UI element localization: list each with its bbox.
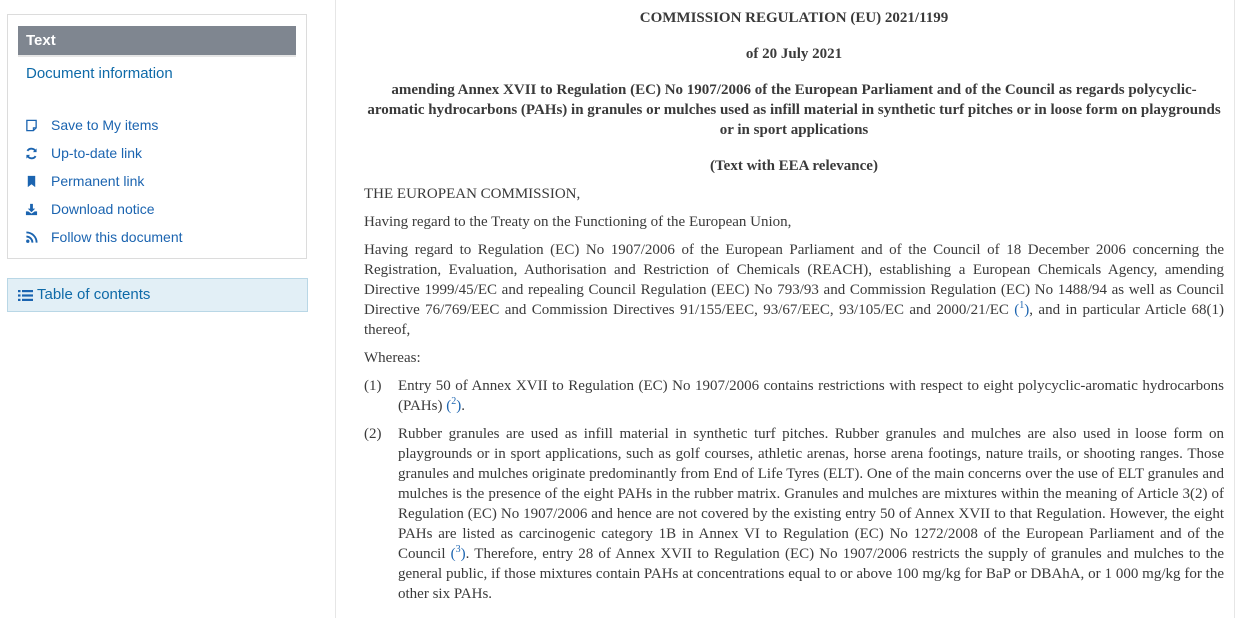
up-to-date-link-label: Up-to-date link (51, 145, 143, 161)
whereas: Whereas: (364, 350, 421, 366)
bookmark-outline-icon (24, 118, 38, 132)
footnote-link[interactable]: ($^2$) (446, 396, 462, 414)
document-actions (24, 111, 183, 251)
table-of-contents-label: Table of contents (37, 286, 151, 303)
commission-line: THE EUROPEAN COMMISSION, (364, 186, 581, 202)
table-of-contents-button[interactable] (7, 278, 308, 312)
regard-treaty: Having regard to the Treaty on the Functioning of the European Union, (364, 214, 792, 230)
download-icon (24, 202, 38, 216)
rss-icon (24, 230, 38, 244)
permanent-link-label: Permanent link (51, 173, 145, 189)
recital-text-end: . (461, 398, 465, 414)
recital-text-body: Entry 50 of Annex XVII to Regulation (EC) No 1907/2006 contains restrictions with respect to eight polycyclic-aromatic hydrocarbons (PAHs) (398, 378, 1224, 414)
footnote-number: 2 (451, 396, 457, 407)
tab-text[interactable]: Text (18, 26, 296, 55)
regard-reach-text-end: , and in particular Article 68(1) thereof, (364, 302, 1224, 338)
recital (364, 376, 1224, 416)
regulation-subject: amending Annex XVII to Regulation (EC) No 1907/2006 of the European Parliament and of the Council as regards polycyclic-aromatic hydrocarbons (PAHs) in granules or mulches used as infill material in synthetic turf pitches or in loose form on playgrounds or in sport applications (367, 82, 1221, 138)
follow-document-link[interactable] (24, 223, 183, 251)
document-text (364, 8, 1224, 604)
recital-text (398, 376, 1224, 416)
up-to-date-link[interactable] (24, 139, 183, 167)
recital-number: (1) (364, 378, 382, 394)
recital-text-body: Rubber granules are used as infill material in synthetic turf pitches. Rubber granules and mulches are also used in loose form on playgrounds or in sport applications, such as golf courses, athletic arenas, horse arena footings, nature trails, or shooting ranges. Those granules and mulches originate predominantly from End of Life Tyres (ELT). One of the main concerns over the use of ELT granules and mulches is the presence of the eight PAHs in the rubber matrix. Granules and mulches are mixtures within the meaning of Article 3(2) of Regulation (EC) No 1907/2006 and hence are not covered by the existing entry 50 of Annex XVII to that Regulation. However, the eight PAHs are listed as carcinogenic category 1B in Annex VI to Regulation (EC) No 1272/2008 of the European Parliament and of the Council (398, 426, 1224, 562)
save-to-my-items-link[interactable] (24, 111, 183, 139)
regard-reach (364, 240, 1224, 340)
recital (364, 424, 1224, 604)
footnote-link[interactable]: ($^1$) (1014, 300, 1030, 318)
list-icon (18, 289, 33, 302)
document-sidebar (7, 14, 307, 259)
tab-divider (18, 55, 296, 57)
regulation-title: COMMISSION REGULATION (EU) 2021/1199 (639, 10, 949, 26)
regulation-date: of 20 July 2021 (745, 46, 843, 62)
footnote-link[interactable]: ($^3$) (450, 544, 466, 562)
recital-text-end: . Therefore, entry 28 of Annex XVII to Regulation (EC) No 1907/2006 restricts the supply of granules and mulches to the general public, if those mixtures contain PAHs at concentrations equal to or above 100 mg/kg for BaP or DBAhA, or 1 000 mg/kg for the other six PAHs. (398, 546, 1224, 602)
eea-relevance: (Text with EEA relevance) (710, 158, 878, 174)
tab-document-information[interactable]: Document information (26, 65, 173, 82)
bookmark-icon (24, 174, 38, 188)
follow-document-label: Follow this document (51, 229, 183, 245)
permanent-link[interactable] (24, 167, 183, 195)
download-notice-link[interactable] (24, 195, 183, 223)
recital-number: (2) (364, 426, 382, 442)
footnote-number: 3 (455, 544, 461, 555)
regard-reach-text: Having regard to Regulation (EC) No 1907/2006 of the European Parliament and of the Council of 18 December 2006 concerning the Registration, Evaluation, Authorisation and Restriction of Chemicals (REACH), establishing a European Chemicals Agency, amending Directive 1999/45/EC and repealing Council Regulation (EEC) No 793/93 and Commission Regulation (EC) No 1488/94 as well as Council Directive 76/769/EEC and Commission Directives 91/155/EEC, 93/67/EEC, 93/105/EC and 2000/21/EC (364, 242, 1224, 318)
footnote-number: 1 (1019, 300, 1025, 311)
download-notice-label: Download notice (51, 201, 155, 217)
save-to-my-items-label: Save to My items (51, 117, 159, 133)
refresh-icon (24, 146, 38, 160)
recital-text (398, 424, 1224, 604)
